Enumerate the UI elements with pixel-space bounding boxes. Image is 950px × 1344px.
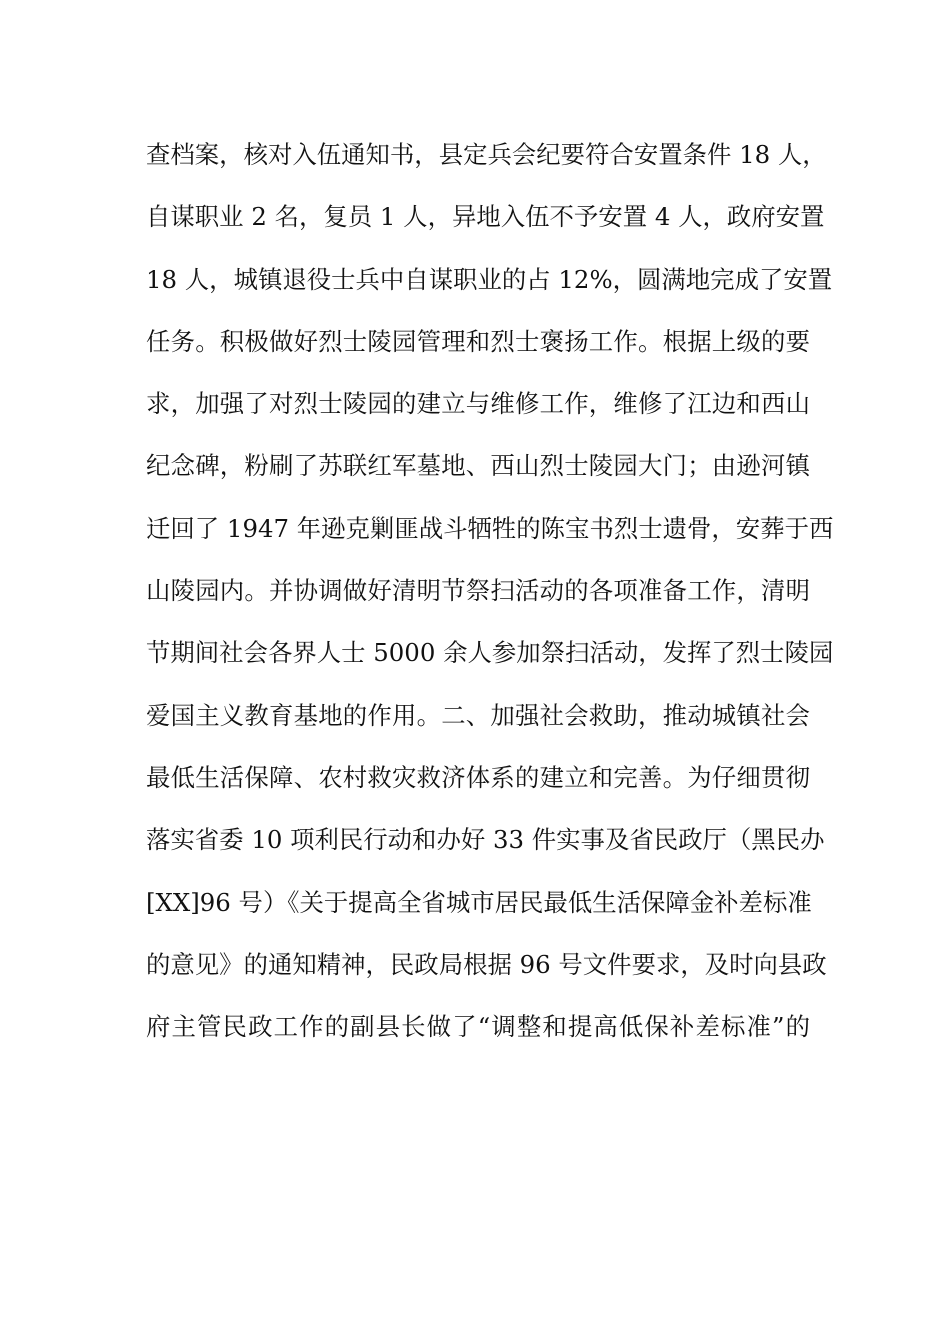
- text-line: 查档案，核对入伍通知书，县定兵会纪要符合安置条件 18 人，: [146, 140, 827, 169]
- text-line: 求，加强了对烈士陵园的建立与维修工作，维修了江边和西山: [146, 389, 810, 419]
- text-line: 爱国主义教育基地的作用。二、加强社会救助，推动城镇社会: [146, 700, 810, 730]
- text-line: 纪念碑，粉刷了苏联红军墓地、西山烈士陵园大门；由逊河镇: [146, 451, 810, 481]
- text-line: 任务。积极做好烈士陵园管理和烈士褒扬工作。根据上级的要: [146, 326, 810, 356]
- text-line: 迁回了 1947 年逊克剿匪战斗牺牲的陈宝书烈士遗骨，安葬于西: [146, 513, 834, 543]
- text-line: 的意见》的通知精神，民政局根据 96 号文件要求，及时向县政: [146, 949, 827, 979]
- text-line: 自谋职业 2 名，复员 1 人，异地入伍不予安置 4 人，政府安置: [146, 202, 825, 232]
- text-line: [XX]96 号）《关于提高全省城市居民最低生活保障金补差标准: [146, 887, 812, 917]
- body-text: [146, 130, 834, 1064]
- text-line: 落实省委 10 项利民行动和办好 33 件实事及省民政厅（黑民办: [146, 825, 825, 855]
- text-line: 山陵园内。并协调做好清明节祭扫活动的各项准备工作，清明: [146, 576, 810, 606]
- text-line: 节期间社会各界人士 5000 余人参加祭扫活动，发挥了烈士陵园: [146, 638, 834, 668]
- text-line: 府主管民政工作的副县长做了“调整和提高低保补差标准”的: [146, 1012, 810, 1042]
- text-line: 最低生活保障、农村救灾救济体系的建立和完善。为仔细贯彻: [146, 762, 810, 792]
- text-line: 18 人，城镇退役士兵中自谋职业的占 12%，圆满地完成了安置: [146, 264, 833, 294]
